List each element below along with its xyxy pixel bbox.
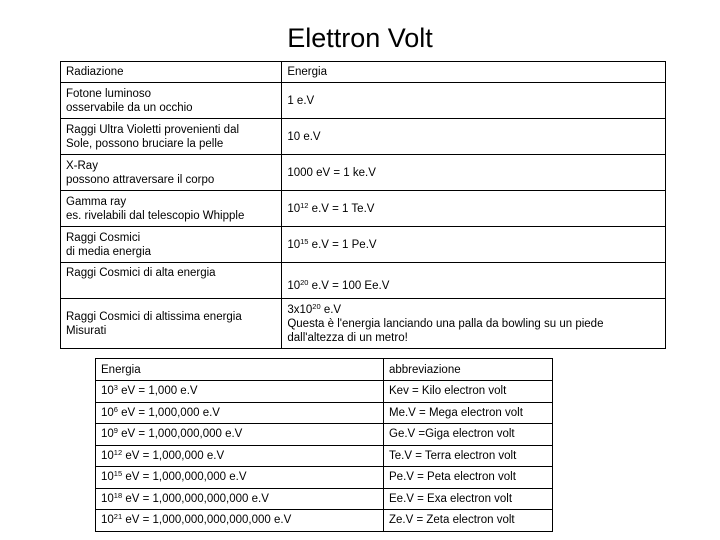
energy-base: 10: [101, 514, 114, 527]
energy-abbreviation-table: [95, 358, 553, 532]
radiation-desc: Misurati: [66, 324, 107, 337]
table-header-row: [96, 359, 553, 381]
energy-cell: [96, 467, 384, 489]
abbreviation-cell: Pe.V = Peta electron volt: [384, 467, 553, 489]
energy-exponent: 15: [113, 469, 123, 479]
energy-expansion: eV = 1,000,000 e.V: [117, 406, 220, 419]
abbreviation-cell: Kev = Kilo electron volt: [384, 381, 553, 403]
radiation-cell: [61, 227, 282, 263]
energy-expansion: eV = 1,000 e.V: [117, 385, 198, 398]
radiation-energy-table: [60, 61, 666, 349]
radiation-desc: possono attraversare il corpo: [66, 173, 215, 186]
energy-base: 10: [101, 492, 114, 505]
energy-equivalent: e.V = 1 Te.V: [308, 202, 375, 215]
energy-exponent: 12: [113, 447, 123, 457]
energy-exponent: 20: [300, 277, 309, 287]
energy-expansion: eV = 1,000,000,000,000,000 e.V: [122, 514, 292, 527]
energy-value: 10 e.V: [287, 130, 321, 143]
energy-cell: [96, 488, 384, 510]
table-row: [61, 119, 666, 155]
radiation-label: Raggi Cosmici di alta energia: [66, 267, 216, 279]
table-row: [96, 424, 553, 446]
table-row: [96, 445, 553, 467]
energy-equivalent: e.V = 100 Ee.V: [308, 279, 390, 292]
radiation-label: Fotone luminoso: [66, 87, 152, 100]
energy-base: 10: [287, 202, 301, 215]
abbreviation-cell: Ge.V =Giga electron volt: [384, 424, 553, 446]
energy-base: 10: [101, 449, 114, 462]
abbreviation-cell: Ee.V = Exa electron volt: [384, 488, 553, 510]
energy-exponent: 3: [113, 383, 118, 393]
header-energia: Energia: [96, 359, 384, 381]
energy-exponent: 20: [312, 301, 321, 311]
energy-exponent: 6: [113, 404, 118, 414]
table-row: [61, 263, 666, 299]
energy-expansion: eV = 1,000,000,000,000 e.V: [122, 492, 269, 505]
header-radiazione: Radiazione: [61, 62, 282, 83]
energy-equivalent: e.V = 1 Pe.V: [308, 238, 377, 251]
abbreviation-cell: Ze.V = Zeta electron volt: [384, 510, 553, 532]
energy-base: 10: [101, 428, 114, 441]
energy-cell: [96, 510, 384, 532]
table-header-row: [61, 62, 666, 83]
energy-cell: [282, 191, 666, 227]
energy-cell: [96, 402, 384, 424]
radiation-label: Raggi Ultra Violetti provenienti dal: [66, 123, 240, 136]
energy-expansion: eV = 1,000,000 e.V: [122, 449, 225, 462]
table-row: [61, 155, 666, 191]
energy-cell: [282, 119, 666, 155]
table-row: [61, 191, 666, 227]
energy-exponent: 21: [113, 512, 123, 522]
page-title: Elettron Volt: [287, 23, 433, 53]
radiation-cell: [61, 263, 282, 299]
radiation-cell: [61, 299, 282, 349]
energy-cell: [96, 424, 384, 446]
radiation-desc: Sole, possono bruciare la pelle: [66, 137, 224, 150]
radiation-label: Gamma ray: [66, 195, 127, 208]
table-row: [96, 488, 553, 510]
energy-cell: [282, 299, 666, 349]
energy-cell: [282, 263, 666, 299]
radiation-cell: [61, 155, 282, 191]
radiation-desc: osservabile da un occhio: [66, 101, 193, 114]
energy-base: 3x10: [287, 303, 313, 316]
energy-base: 10: [101, 471, 114, 484]
radiation-cell: [61, 83, 282, 119]
radiation-desc: es. rivelabili dal telescopio Whipple: [66, 209, 245, 222]
radiation-label: X-Ray: [66, 159, 98, 172]
energy-exponent: 18: [113, 490, 123, 500]
energy-exponent: 12: [300, 200, 309, 210]
energy-base: 10: [101, 406, 114, 419]
energy-cell: [96, 381, 384, 403]
table-row: [96, 381, 553, 403]
energy-exponent: 15: [300, 236, 309, 246]
header-abbreviazione: abbreviazione: [384, 359, 553, 381]
energy-cell: [96, 445, 384, 467]
energy-base: 10: [287, 238, 301, 251]
radiation-cell: [61, 191, 282, 227]
energy-value: 1 e.V: [287, 94, 315, 107]
radiation-cell: [61, 119, 282, 155]
radiation-desc: di media energia: [66, 245, 152, 258]
energy-note-cont: dall'altezza di un metro!: [287, 331, 408, 344]
table-row: [61, 299, 666, 349]
header-energia: Energia: [282, 62, 666, 83]
table-row: [96, 467, 553, 489]
energy-unit: e.V: [320, 303, 342, 316]
radiation-label: Raggi Cosmici: [66, 231, 141, 244]
energy-cell: [282, 155, 666, 191]
abbreviation-cell: Me.V = Mega electron volt: [384, 402, 553, 424]
energy-cell: [282, 83, 666, 119]
energy-base: 10: [287, 279, 301, 292]
table-row: [96, 510, 553, 532]
energy-value: 1000 eV = 1 ke.V: [287, 166, 376, 179]
energy-exponent: 9: [113, 426, 118, 436]
table-row: [96, 402, 553, 424]
energy-expansion: eV = 1,000,000,000 e.V: [122, 471, 247, 484]
table-row: [61, 227, 666, 263]
energy-cell: [282, 227, 666, 263]
abbreviation-cell: Te.V = Terra electron volt: [384, 445, 553, 467]
table-row: [61, 83, 666, 119]
energy-expansion: eV = 1,000,000,000 e.V: [117, 428, 243, 441]
energy-note: Questa è l'energia lanciando una palla da bowling su un piede: [287, 317, 604, 330]
radiation-label: Raggi Cosmici di altissima energia: [66, 310, 242, 323]
energy-base: 10: [101, 385, 114, 398]
